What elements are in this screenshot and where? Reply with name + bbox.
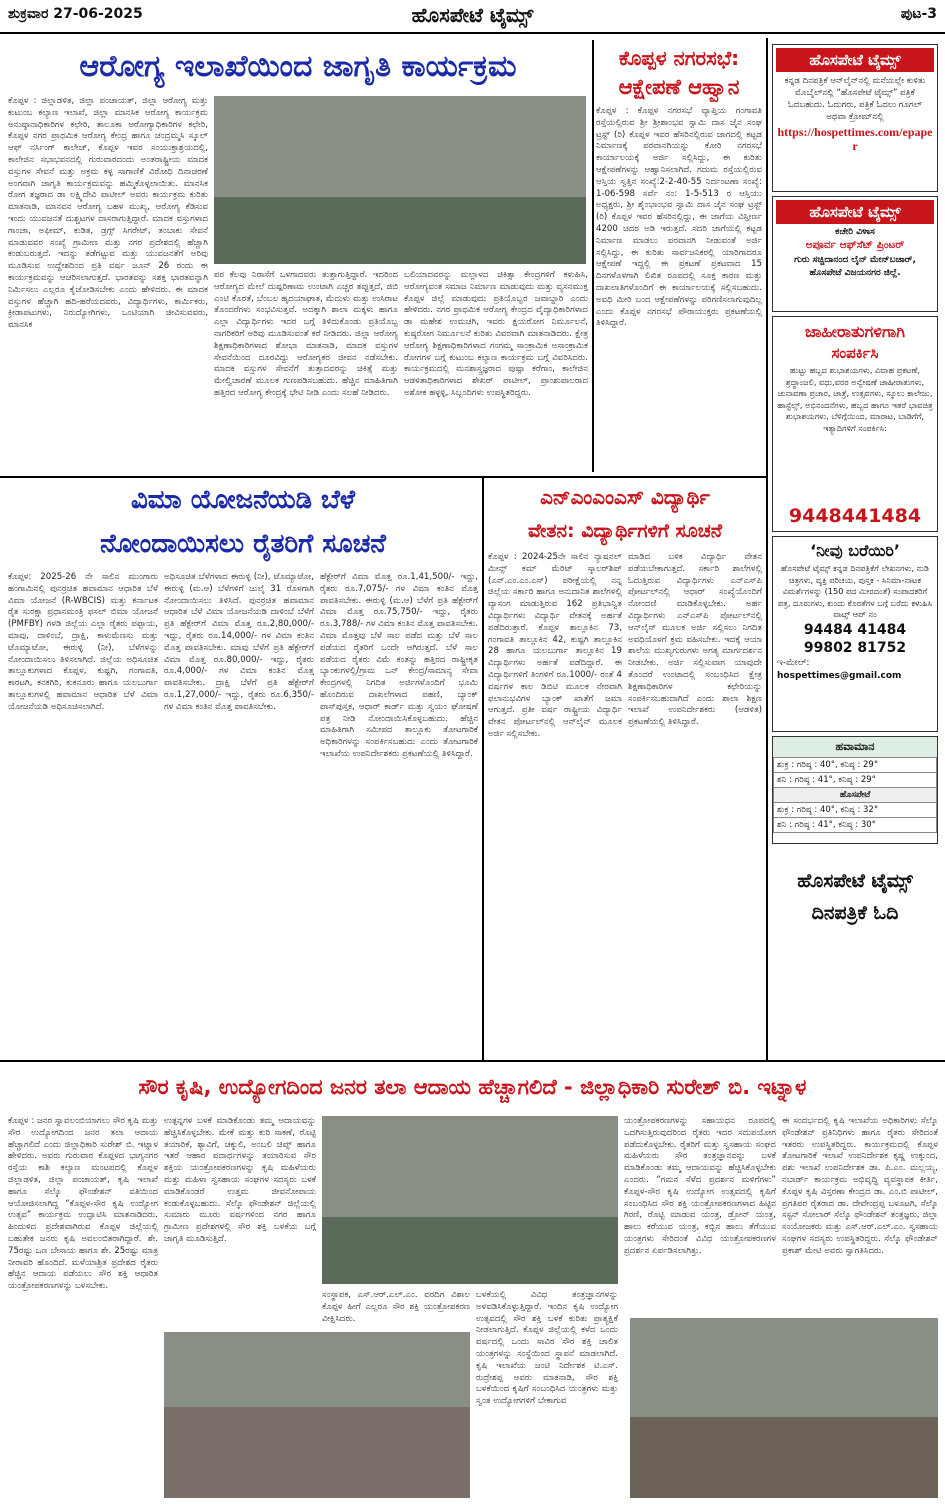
promo2-title: ಹೊಸಪೇಟೆ ಟೈಮ್ಸ್ [776,200,934,224]
office-label: ಕಚೇರಿ ವಿಳಾಸ [835,227,875,237]
write-phone-2[interactable]: 99802 81752 [803,639,907,656]
story3-col2: ಅಧಿಸೂಚಿತ ಬೆಳೆಗಳಾದ ಈರುಳ್ಳಿ (ನೀ), ಟೊಮ್ಯಾಟೋ, ಈರುಳ್ಳಿ (ಮ.ಆ) ಬೆಳೆಗಳಿಗೆ ಜುಲೈ 31 ರೊಳಗಾಗಿ ನೋಂದಾಯಿಸಲು ತಿಳಿಸಿದೆ. ಪುನರ್ರಚಿತ ಹವಾಮಾನ ಆಧಾರಿತ ಬೆಳೆ ವಿಮಾ ಯೋಜನೆಯಡಿ ದಾಳಿಂಬೆ ಬೆಳೆಗೆ ಪ್ರತಿ ಹೆಕ್ಟೇರ್‌ಗೆ ವಿಮಾ ಮೊತ್ತ ರೂ.2,80,000/- ಇದ್ದು, ರೈತರು ರೂ.14,000/- ಗಳ ವಿಮಾ ಕಂತಿನ ಮೊತ್ತ ಪಾವತಿಸಬೇಕು. ಮಾವು ಬೆಳೆಗೆ ಪ್ರತಿ ಹೆಕ್ಟೇರ್‌ಗೆ ವಿಮಾ ಮೊತ್ತ ರೂ.80,000/- ಇದ್ದು, ರೈತರು ರೂ.4,000/- ಗಳ ವಿಮಾ ಕಂತಿನ ಮೊತ್ತ ಪಾವತಿಸಬೇಕು. ದ್ರಾಕ್ಷಿ ಬೆಳೆಗೆ ಪ್ರತಿ ಹೆಕ್ಟೇರ್‌ಗೆ ರೂ.1,27,000/- ಇದ್ದು, ರೈತರು ರೂ.6,350/- ಗಳ ವಿಮಾ ಕಂತಿನ ಮೊತ್ತ ಪಾವತಿಸಬೇಕು. [164,572,314,712]
story5-photo-audience [164,1332,470,1498]
story3-headline-2: ನೋಂದಾಯಿಸಲು ರೈತರಿಗೆ ಸೂಚನೆ [100,529,386,559]
story3-col1: ಕೊಪ್ಪಳ: 2025-26 ನೇ ಸಾಲಿನ ಮುಂಗಾರು ಹಂಗಾಮಿನಲ್ಲಿ ಪುನರ್ರಚಿತ ಹವಾಮಾನ ಆಧಾರಿತ ಬೆಳೆ ವಿಮಾ ಯೋಜನೆ (R-WBCIS) ಮತ್ತು ಕರ್ನಾಟಕ ರೈತ ಸುರಕ್ಷಾ ಪ್ರಧಾನಮಂತ್ರಿ ಫಸಲ್ ಬಿಮಾ ಯೋಜನೆ (PMFBY) ಗಳಡಿ ಜಿಲ್ಲೆಯ ಎಲ್ಲಾ ರೈತರು ಪಪ್ಪಾಯ, ಮಾವು, ದಾಳಿಂಬೆ, ದ್ರಾಕ್ಷಿ, ಕಾಳುಮೆಣಸು ಮತ್ತು ಟೊಮ್ಯಾಟೋ, ಈರುಳ್ಳಿ (ನೀ), ಬೆಳೆಗಳನ್ನು ನೋಂದಾಯಿಸಲು ತಿಳಿಸಲಾಗಿದೆ. ಜಿಲ್ಲೆಯ ಅಧಿಸೂಚಿತ ತಾಲ್ಲೂಕುಗಳಾದ ಕೊಪ್ಪಳ, ಕುಷ್ಟಗಿ, ಗಂಗಾವತಿ, ಕಾರಟಗಿ, ಕನಕಗಿರಿ, ಕುಕನೂರು ಹಾಗೂ ಯಲಬುರ್ಗಾ ತಾಲ್ಲೂಕುಗಳಲ್ಲಿ ಹವಾಮಾನ ಆಧಾರಿತ ಬೆಳೆ ವಿಮಾ ಯೋಜನೆಯಡಿ ಅಧಿಸೂಚಿಸಲಾಗಿದೆ. [8,572,158,712]
story5-photo-ribbon [322,1116,618,1284]
epaper-link[interactable]: https://hospettimes.com/epaper [777,125,933,153]
read-promo-2: ದಿನಪತ್ರಿಕೆ ಓದಿ [811,902,899,924]
story2-body: ಕೊಪ್ಪಳ : ಕೊಪ್ಪಳ ನಗರಸಭೆ ವ್ಯಾಪ್ತಿಯ ಗಂಗಾವತಿ ರಸ್ತೆಯಲ್ಲಿರುವ ಶ್ರೀ ಶ್ರೀಶಾಂಭವ ಸ್ವಾಮಿ ದಾಸ ಜೈನ ಸಂಘ ಟ್ರಸ್ಟ್ (ರಿ) ಕೊಪ್ಪಳ ಇವರ ಹೆಸರಿನಲ್ಲಿರುವ ಜಾಗದಲ್ಲಿ ಕಟ್ಟಡ ನಿರ್ಮಾಣಕ್ಕೆ ಪರವಾನಗಿಯನ್ನು ಕೋರಿ ನಗರಸಭೆ ಕಾರ್ಯಾಲಯಕ್ಕೆ ಅರ್ಜಿ ಸಲ್ಲಿಸಿದ್ದು, ಈ ಕುರಿತು ಆಕ್ಷೇಪಣೆಗಳನ್ನು ಆಹ್ವಾನಿಸಲಾಗಿದೆ. ಗದುಮ ರಸ್ತೆಯಲ್ಲಿರುವ ಆಸ್ತಿಯ ಸ್ವತ್ತಿನ ಸಂಖ್ಯೆ:2-2-40-55 ನಿರ್ದಂಟಣಾ ಸಂಖ್ಯೆ: 1-06-598 ಸರ್ವೆ ನಂ: 1-5-513 ರ ಆಸ್ತಿಯು ಅಧ್ಯಕ್ಷರು, ಶ್ರೀ ಶೈಂಭಾಂಭವ ಸ್ವಾಮಿ ದಾಸ ಜೈನ ಸಂಘ ಟ್ರಸ್ಟ್ (ರಿ) ಕೊಪ್ಪಳ ಇವರ ಹೆಸರಿನಲ್ಲಿದ್ದು, ಈ ಜಾಗೆಯ ವಿಸ್ತೀರ್ಣ 4200 ಚದರ ಅಡಿ ಇರುತ್ತದೆ. ಸದರಿ ಜಾಗೆಯಲ್ಲಿ ಕಟ್ಟಡ ನಿರ್ಮಾಣ ಮಾಡಲು ಪರವಾನಗಿ ನೀಡುವಂತೆ ಅರ್ಜಿ ಸಲ್ಲಿಸಿದ್ದು, ಈ ಕುರಿತು ಸಾರ್ವಜನಿಕರಲ್ಲಿ ಯಾರಿಗಾದರೂ ಆಕ್ಷೇಪಣೆ ಇದ್ದಲ್ಲಿ ಈ ಪ್ರಕಟಣೆ ಪ್ರಕಟವಾದ 15 ದಿನಗಳೊಳಗಾಗಿ ಲಿಖಿತ ರೂಪದಲ್ಲಿ ಸೂಕ್ತ ಕಾರಣ ಮತ್ತು ದಾಖಲಾತಿಗಳೊಂದಿಗೆ ಈ ಕಾರ್ಯಾಲಯಕ್ಕೆ ಸಲ್ಲಿಸಬಹುದು. ಅವಧಿ ಮೀರಿ ಬಂದ ಆಕ್ಷೇಪಣೆಗಳನ್ನು ಪರಿಗಣಿಸಲಾಗುವುದಿಲ್ಲ ಎಂದು ಕೊಪ್ಪಳ ನಗರಸಭೆ ಪೌರಾಯುಕ್ತರು ಪ್ರಕಟಣೆಯಲ್ಲಿ ತಿಳಿಸಿದ್ದಾರೆ. [596,106,762,329]
story5-col1: ಕೊಪ್ಪಳ : ಜನರ ಸ್ವಾವಲಂಬಿಯಾಗಲು ಸೌರ ಕೃಷಿ ಮತ್ತು ಸೌರ ಉದ್ಯೋಗದಿಂದ ಜನರ ತಲಾ ಆದಾಯ ಹೆಚ್ಚಾಗಲಿದೆ ಎಂದು ಜಿಲ್ಲಾಧಿಕಾರಿ ಸುರೇಶ್ ಬಿ. ಇಟ್ನಾಳ ಹೇಳಿದರು. ಅವರು ಗುರುವಾರ ಕೊಪ್ಪಳದ ಭಾಗ್ಯನಗರ ರಸ್ತೆಯ ಕಾಶಿ ಕಲ್ಯಾಣ ಮಂಟಪದಲ್ಲಿ ಕೊಪ್ಪಳ ಜಿಲ್ಲಾಡಳಿತ, ಜಿಲ್ಲಾ ಪಂಚಾಯತ್, ಕೃಷಿ ಇಲಾಖೆ ಹಾಗೂ ಸೆಲ್ಕೊ ಫೌಂಡೇಶನ್ ವತಿಯಿಂದ ಆಯೋಜಿಸಲಾಗಿದ್ದ “ಕೊಪ್ಪಳ-ಸೌರ ಕೃಷಿ ಉದ್ಯೋಗ ಉತ್ಸವ” ಕಾರ್ಯಕ್ರಮ ಉದ್ಘಾಟಿಸಿ ಮಾತನಾಡಿದರು. ಹಿಂದುಳಿದ ಪ್ರದೇಶವಾಗಿರುವ ಕೊಪ್ಪಳ ಜಿಲ್ಲೆಯಲ್ಲಿ ಬಹುತೇಕ ಜನರು ಕೃಷಿ ಅವಲಂಬಿತರಾಗಿದ್ದಾರೆ. ಶೇ. 75ರಷ್ಟು ಒಣ ಬೇಸಾಯ ಹಾಗೂ ಶೇ. 25ರಷ್ಟು ಮಾತ್ರ ನೀರಾವರಿ ಹೊಂದಿದೆ. ಮಳೆಯಾಶ್ರಿತ ಪ್ರದೇಶದ ರೈತರು ಹೆಚ್ಚಿನ ಆದಾಯ ಪಡೆಯಲು ಸೌರ ಶಕ್ತಿ ಆಧಾರಿತ ಯಂತ್ರೋಪಕರಣಗಳನ್ನು ಬಳಸಬೇಕು. [8,1116,158,1292]
story1-headline: ಆರೋಗ್ಯ ಇಲಾಖೆಯಿಂದ ಜಾಗೃತಿ ಕಾರ್ಯಕ್ರಮ [79,49,517,84]
story5-col3b: ಬಳಕೆಯಲ್ಲಿ ವಿವಿಧ ತಂತ್ರಜ್ಞಾನಗಳನ್ನು ಅಳವಡಿಸಿಕೊಳ್ಳುತ್ತಿದ್ದಾರೆ. ಇಂದಿನ ಕೃಷಿ ಉದ್ಯೋಗ ಉತ್ಸವದಲ್ಲಿ ಸೌರ ಶಕ್ತಿ ಬಳಕೆ ಕುರಿತು ಪ್ರಾತ್ಯಕ್ಷಿಕೆ ನೀಡಲಾಗುತ್ತಿದೆ. ಕೊಪ್ಪಳ ಜಿಲ್ಲೆಯಲ್ಲಿ ಕಳೆದ ಒಂದು ವರ್ಷದಲ್ಲಿ ಒಂದು ಸಾವಿರ ಸೌರ ಶಕ್ತಿ ಚಾಲಿತ ಯಂತ್ರಗಳನ್ನು ಸಂಸ್ಥೆಯಿಂದ ಸ್ಥಾಪನೆ ಮಾಡಲಾಗಿದೆ. ಕೃಷಿ ಇಲಾಖೆಯ ಜಂಟಿ ನಿರ್ದೇಶಕ ಟಿ.ಎಸ್. ರುದ್ರೇಶಪ್ಪ ಅವರು ಮಾತನಾಡಿ, ಸೌರ ಶಕ್ತಿ ಬಳಕೆಯಿಂದ ಕೃಷಿಗೆ ಸಂಬಂಧಿಸಿದ ಯಂತ್ರಗಳು ಮತ್ತು ಸ್ವಂತ ಉದ್ಯೋಗಗಳಿಗೆ ಬೇಕಾಗುವ [476,1290,618,1407]
story1-col2: ಪರ ಕೆಲವು ನಿರಾಸೆಗೆ ಒಳಗಾದವರು ತುತ್ತಾಗುತ್ತಿದ್ದಾರೆ. ಇದರಿಂದ ಆರೋಗ್ಯದ ಮೇಲೆ ದುಷ್ಪರಿಣಾಮ ಉಂಟಾಗಿ ಎಚ್ಚರ ತಪ್ಪುತ್ತದೆ, ಜಿಬಿ ಎಂಟಿ ಕೊರತೆ, ಬೆಂಬಲ ಹೃದಯಾಘಾತ, ಮೆದುಳು ಮತ್ತು ಉಸಿರಾಟ ತೊಂದರೆಗಳು ಸಂಭವಿಸುತ್ತವೆ. ಅದಕ್ಕಾಗಿ ಶಾಲಾ ಮಕ್ಕಳು ಹಾಗೂ ಎಲ್ಲಾ ವಿದ್ಯಾರ್ಥಿಗಳು ಇದರ ಬಗ್ಗೆ ತಿಳಿದುಕೊಂಡು ಪ್ರತಿಯೊಬ್ಬ ನಾಗರಿಕರಿಗೆ ಅರಿವು ಮೂಡಿಸುವಂತೆ ಕರೆ ನೀಡಿದರು. ಜಿಲ್ಲಾ ಆರೋಗ್ಯ ಶಿಕ್ಷಣಾಧಿಕಾರಿಗಳಾದ ಶೋಭಾ ಮಾತನಾಡಿ, ಮಾದಕ ವಸ್ತುಗಳ ಸೇವನೆಯಿಂದ ದೂರವಿದ್ದು ಆರೋಗ್ಯಕರ ಜೀವನ ನಡೆಸಬೇಕು. ಮಾದಕ ವಸ್ತುಗಳ ಸೇವನೆಗೆ ತುತ್ತಾದವರನ್ನು ಚಿಕಿತ್ಸೆ ಮತ್ತು ಮೇಲ್ವಿಚಾರಣೆ ಮೂಲಕ ಗುಣಪಡಿಸಬಹುದು. ಹೆಚ್ಚಿನ ಮಾಹಿತಿಗಾಗಿ ಹತ್ತಿರದ ಆರೋಗ್ಯ ಕೇಂದ್ರಕ್ಕೆ ಭೇಟಿ ನೀಡಿ ಎಂದು ಸಲಹೆ ನೀಡಿದರು. [214,270,398,398]
weather-row: ಶನಿ : ಗರಿಷ್ಠ : 41°, ಕನಿಷ್ಠ : 30° [774,818,937,833]
read-promo-1: ಹೊಸಪೇಟೆ ಟೈಮ್ಸ್ [797,870,913,892]
ads-phone[interactable]: 9448441484 [788,505,922,527]
story4-headline-1: ಎನ್‌ಎಂಎಂಎಸ್ ವಿದ್ಯಾರ್ಥಿ [540,485,710,509]
email-label: ಇ-ಮೇಲ್: [777,657,810,668]
email-address[interactable]: hospettimes@gmail.com [777,670,902,681]
page-number: ಪುಟ-3 [900,6,937,22]
write-to-us [772,536,938,732]
promo1-title: ಹೊಸಪೇಟೆ ಟೈಮ್ಸ್ [776,48,934,72]
story1-col3: ಬಲಿಯಾದವರನ್ನು ಮಲ್ಲಾಳದ ಚಿಕಿತ್ಸಾ ಕೇಂದ್ರಗಳಿಗೆ ಕಳುಹಿಸಿ, ಆರೋಗ್ಯವಂತ ಸಮಾಜ ನಿರ್ಮಾಣ ಮಾಡುವುದು ಮತ್ತು ವ್ಯಸನಮುಕ್ತ ಕೊಪ್ಪಳ ಜಿಲ್ಲೆ ಮಾಡುವುದು ಪ್ರತಿಯೊಬ್ಬರ ಜವಾಬ್ದಾರಿ ಎಂದು ಹೇಳಿದರು. ನಗರ ಪ್ರಾಥಮಿಕ ಆರೋಗ್ಯ ಕೇಂದ್ರದ ವೈದ್ಯಾಧಿಕಾರಿಗಳಾದ ಡಾ ಮಹೇಶ ಉಮಚಗಿ, ಇವರು ಕ್ಷಯರೋಗ ನಿರ್ಮೂಲನೆ, ಕುಷ್ಠರೋಗ ನಿರ್ಮೂಲನೆ ಕುರಿತು ವಿವರವಾಗಿ ಮಾತನಾಡಿದರು. ಕ್ಷೇತ್ರ ಆರೋಗ್ಯ ಶಿಕ್ಷಣಾಧಿಕಾರಿಗಳಾದ ಗಂಗಮ್ಮ ಸಾಂಕ್ರಾಮಿಕ ಅಸಾಂಕ್ರಾಮಿಕ ರೋಗಗಳ ಬಗ್ಗೆ ಕುಟುಂಬ ಕಲ್ಯಾಣ ಕಾರ್ಯಕ್ರಮ ಬಗ್ಗೆ ವಿವರಿಸಿದರು. ಕಾರ್ಯಕ್ರಮದಲ್ಲಿ ಮನಶಾಸ್ತ್ರಜ್ಞರಾದ ಪುಷ್ಪಾ ಕರೆಗಾಂ, ಕಾಲೇಜಿನ ಆಡಳಿತಾಧಿಕಾರಿಗಳಾದ ಶೇಖರ್ ಪಾಟೀಲ್, ಪ್ರಾಂಶುಪಾಲರಾದ ಅಶೋಕ ಹಳ್ಳಳ್ಳಿ, ಸಿಬ್ಬಂದಿಗಳು ಉಪಸ್ಥಿತರಿದ್ದರು. [404,270,588,398]
masthead: ಹೊಸಪೇಟೆ ಟೈಮ್ಸ್ [411,3,534,27]
story5-col3: ಯಂತ್ರೋಪಕರಣಗಳನ್ನು ಸಹಾಯಧನ ರೂಪದಲ್ಲಿ ಒದಗಿಸುತ್ತಿರುವುದರಿಂದ ರೈತರು ಇದರ ಸದುಪಯೋಗ ಪಡೆದುಕೊಳ್ಳಬೇಕು. ರೈತರಿಗೆ ಮತ್ತು ಸ್ವಸಹಾಯ ಸಂಘದ ಮಹಿಳೆಯರು ಸೌರ ತಂತ್ರಜ್ಞಾನವನ್ನು ಬಳಕೆ ಮಾಡಿಕೊಂಡು ತಮ್ಮ ಆದಾಯವನ್ನು ಹೆಚ್ಚಿಸಿಕೊಳ್ಳಬೇಕು ಎಂದರು. “ಗಮನ ಸೆಳೆದ ಪ್ರದರ್ಶನ ಮಳಿಗೆಗಳು” ಕೊಪ್ಪಳ-ಸೌರ ಕೃಷಿ ಉದ್ಯೋಗ ಉತ್ಸವದಲ್ಲಿ ಕೃಷಿಗೆ ಸಂಬಂಧಿಸಿದ ಸೌರ ಶಕ್ತಿ ಯಂತ್ರೋಪಕರಣಗಳಾದ ಹಿಟ್ಟಿನ ಗಿರಣಿ, ರೊಟ್ಟಿ ಮಾಡುವ ಯಂತ್ರ, ಡ್ರೋನ್ ಯಂತ್ರ, ಹಾಲು ಕರೆಯುವ ಯಂತ್ರ, ಕಬ್ಬಿನ ಹಾಲು ತೆಗೆಯುವ ಯಂತ್ರಗಳು ಸೇರಿದಂತೆ ವಿವಿಧ ಯಂತ್ರೋಪಕರಣಗಳ ಪ್ರದರ್ಶನ ಏರ್ಪಡಿಸಲಾಗಿತ್ತು. [624,1116,776,1256]
issue-date: ಶುಕ್ರವಾರ 27-06-2025 [8,6,143,22]
story5-headline: ಸೌರ ಕೃಷಿ, ಉದ್ಯೋಗದಿಂದ ಜನರ ತಲಾ ಆದಾಯ ಹೆಚ್ಚಾಗಲಿದೆ - ಜಿಲ್ಲಾಧಿಕಾರಿ ಸುರೇಶ್ ಬಿ. ಇಟ್ನಾಳ [138,1075,807,1099]
ads-text: ಹುಟ್ಟು ಹಬ್ಬದ ಶುಭಾಶಯಗಳು, ವಿವಾಹ ಪ್ರಕಟಣೆ, ಶ್ರದ್ಧಾಂಜಲಿ, ವಧು,ವರರ ಅನ್ವೇಷಣೆ ಜಾಹೀರಾತುಗಳು, ಚುನಾವಣಾ ಪ್ರಚಾರ, ಜಾತ್ರೆ, ಉತ್ಸವಗಳು, ಸ್ಕೂಲು ಕಾಲೇಜು, ಹಾಸ್ಟೆಲ್ಸ್, ಅಭಿನಂದನೆಗಳು, ಹಬ್ಬದ ಹಾಗೂ ಇತರೆ ಭಾವಚಿತ್ರ ಶುಭಾಶಯಗಳು, ಬೆಳಿಗ್ಗೆಯಿಂದ, ಮಾರಾಟ, ಬಾಡಿಗೆಗೆ, ಇತ್ಯಾದಿಗಳಿಗೆ ಸಂಪರ್ಕಿಸಿ: [777,365,933,433]
weather-row: ಶುಕ್ರ : ಗರಿಷ್ಠ : 40°, ಕನಿಷ್ಠ : 32° [774,803,937,818]
story5-photo-exhibit [630,1318,938,1498]
story1-col1: ಕೊಪ್ಪಳ : ಜಿಲ್ಲಾಡಳಿತ, ಜಿಲ್ಲಾ ಪಂಚಾಯತ್, ಜಿಲ್ಲಾ ಆರೋಗ್ಯ ಮತ್ತು ಕುಟುಂಬ ಕಲ್ಯಾಣ ಇಲಾಖೆ, ಜಿಲ್ಲಾ ಮಾನಸಿಕ ಆರೋಗ್ಯ ಕಾರ್ಯಕ್ರಮ ಅನುಷ್ಠಾನಾಧಿಕಾರಿಗಳ ಕಛೇರಿ, ತಾಲೂಕಾ ಆರೋಗ್ಯಾಧಿಕಾರಿಗಳ ಕಛೇರಿ, ಕೊಪ್ಪಳ ನಗರ ಪ್ರಾಥಮಿಕ ಆರೋಗ್ಯ ಕೇಂದ್ರ ಹಾಗೂ ಚಂದ್ರಮ್ಮಸಿ ಸ್ಕೂಲ್ ಆಫ್ ನರ್ಸಿಂಗ್ ಕಾಲೇಜ್, ಕೊಪ್ಪಳ ಇವರ ಸಂಯುಕ್ತಾಶ್ರಯದಲ್ಲಿ, ಕಾಲೇಜಿನ ಸಭಾಭವನದಲ್ಲಿ ಗುರುವಾರದಂದು ಅಂತರಾಷ್ಟ್ರೀಯ ಮಾದಕ ವಸ್ತುಗಳ ಸೇವನೆ ಮತ್ತು ಅಕ್ರಮ ಕಳ್ಳ ಸಾಗಾಣಿಕೆ ವಿರೋಧಿ ದಿನಾಚರಣೆ ಅಂಗವಾಗಿ ಜಾಗೃತಿ ಕಾರ್ಯಕ್ರಮವನ್ನು ಹಮ್ಮಿಕೊಳ್ಳಲಾಯಿತು. ಮಾನಸಿಕ ರೋಗ ತಜ್ಞರಾದ ಡಾ ಲಕ್ಷ್ಮಿದೇವಿ ಪಾಟೀಲ್ ಅವರು ಕಾರ್ಯಕ್ರಮ ಕುರಿತು ಮಾತನಾಡಿ, ಮಾನವನ ಆರೋಗ್ಯ ಬಹಳ ಮುಖ್ಯ, ಆರೋಗ್ಯ ಕೆಡಿಸುವ ಇಂದು ಯುವಜನತೆ ದುಶ್ಚಟಗಳ ದಾಸರಾಗುತ್ತಿದ್ದಾರೆ. ಮಾದಕ ವಸ್ತುಗಳಾದ ಗಾಂಜಾ, ಅಫೀಮ್, ಕುಡಿತ, ಡ್ರಗ್ಸ್ ಸಿಗರೇಟ್, ತಂಬಾಕು ಸೇವನೆ ಮಾಡುವವರ ಸಂಖ್ಯೆ ಗ್ರಾಮೀಣ ಮತ್ತು ನಗರ ಪ್ರದೇಶದಲ್ಲಿ ಹೆಚ್ಚಾಗಿ ಕಂಡುಬರುತ್ತದೆ. ಇದನ್ನು ತಡೆಗಟ್ಟುವ ಮತ್ತು ಯುವಜನತೆಗೆ ಅರಿವು ಮೂಡಿಸುವ ಉದ್ದೇಶದಿಂದ ಪ್ರತಿ ವರ್ಷ ಜೂನ್ 26 ರಂದು ಈ ಕಾರ್ಯಕ್ರಮವನ್ನು ಆಚರಿಸಲಾಗುತ್ತದೆ. ಭಾರತವನ್ನು ಸಶಕ್ತ ಭಾರತವನ್ನಾಗಿ ನಿರ್ಮಿಸಲು ಎಲ್ಲರೂ ಕೈಜೋಡಿಸಬೇಕು ಎಂದು ಹೇಳಿದರು. ಈ ಮಾದಕ ವಸ್ತುಗಳ ಹೆಚ್ಚಾಗಿ ಹದಿ-ಹರೆಯದವರು, ವಿದ್ಯಾರ್ಥಿಗಳು, ಕಾರ್ಮಿಕರು, ಕ್ರೀಡಾಪಟುಗಳು, ನಿರುದ್ಯೋಗಿಗಳು, ಒಂಟಿಯಾಗಿ ಜೀವಿಸುವವರು, ಮಾನಸಿಕ [8,96,208,331]
story5-col2: ಉತ್ಪನ್ನಗಳ ಬಳಕೆ ಮಾಡಿಕೊಂಡು ತಮ್ಮ ಆದಾಯವನ್ನು ಹೆಚ್ಚಿಸಿಕೊಳ್ಳಬೇಕು. ಮೇಕೆ ಮತ್ತು ಕುರಿ ಸಾಕಣೆ, ರೊಟ್ಟಿ ತಯಾರಿಕೆ, ಶ್ಯಾವಿಗೆ, ಚಕ್ಕುಲಿ, ಅಂಬಲಿ ಚಿಪ್ಸ್ ಹಾಗೂ ಇತರೆ ಆಹಾರ ಪದಾರ್ಥಗಳನ್ನು ತಯಾರಿಸುವ ಸೌರ ಶಕ್ತಿಯ ಯಂತ್ರೋಪಕರಣಗಳನ್ನು ಕೃಷಿ ಮಹಿಳೆಯರು ಮತ್ತು ಮಹಿಳಾ ಸ್ವಸಹಾಯ ಸಂಘಗಳ ಸದಸ್ಯರು ಬಳಕೆ ಮಾಡಿಕೊಂಡರೆ ಉತ್ತಮ ಜೀವನೋಪಾಯ ಕಂಡುಕೊಳ್ಳಬಹುದು. ಸೆಲ್ಕೊ ಫೌಂಡೇಶನ್ ಜಿಲ್ಲೆಯಲ್ಲಿ ಸುಮಾರು ಮೂರು ವರ್ಷಗಳಿಂದ ನಗರ ಹಾಗೂ ಗ್ರಾಮೀಣ ಪ್ರದೇಶಗಳಲ್ಲಿ ಸೌರ ಶಕ್ತಿ ಬಳಕೆಯ ಬಗ್ಗೆ ಜಾಗೃತಿ ಮೂಡಿಸುತ್ತಿದೆ. [164,1116,316,1244]
page-header [0,0,945,34]
weather-title: ಹವಾಮಾನ [773,737,937,757]
story2-headline-2: ಆಕ್ಷೇಪಣೆ ಆಹ್ವಾನ [618,75,740,99]
story4-headline-2: ವೇತನ: ವಿದ್ಯಾರ್ಥಿಗಳಿಗೆ ಸೂಚನೆ [527,520,723,542]
story4-col1: ಕೊಪ್ಪಳ : 2024-25ನೇ ಸಾಲಿನ ನ್ಯಾಷನಲ್ ಮೀನ್ಸ್ ಕಮ್ ಮೆರಿಟ್ ಸ್ಕಾಲರ್‌ಶಿಪ್ (ಎನ್.ಎಂ.ಎಂ.ಎಸ್) ಪರೀಕ್ಷೆಯಲ್ಲಿ ನನ್ನ ಜಿಲ್ಲೆಯ ಸರ್ಕಾರಿ ಹಾಗೂ ಅನುದಾನಿತ ಶಾಲೆಗಳಲ್ಲಿ ವ್ಯಾಸಂಗ ಮಾಡುತ್ತಿರುವ 162 ಪ್ರತಿಭಾನ್ವಿತ ವಿದ್ಯಾರ್ಥಿಗಳು ವಿದ್ಯಾರ್ಥಿ ವೇತನಕ್ಕೆ ಅರ್ಹತೆ ಪಡೆದಿರುತ್ತಾರೆ. ಕೊಪ್ಪಳ ತಾಲ್ಲೂಕಿನ 73, ಗಂಗಾವತಿ ತಾಲ್ಲೂಕಿನ 42, ಕುಷ್ಟಗಿ ತಾಲ್ಲೂಕಿನ 28 ಹಾಗೂ ಯಲಬುರ್ಗಾ ತಾಲ್ಲೂಕಿನ 19 ವಿದ್ಯಾರ್ಥಿಗಳು ಅರ್ಹತೆ ಪಡೆದಿದ್ದಾರೆ. ಈ ವಿದ್ಯಾರ್ಥಿಗಳಿಗೆ ತಿಂಗಳಿಗೆ ರೂ.1000/- ರಂತೆ 4 ವರ್ಷಗಳ ಕಾಲ ಡಿಬಿಟಿ ಮೂಲಕ ನೇರವಾಗಿ ಫಲಾನುಭವಿಗಳ ಬ್ಯಾಂಕ್ ಖಾತೆಗೆ ಜಮಾ ಆಗುತ್ತದೆ. ಪ್ರತೀ ವರ್ಷ ರಾಷ್ಟ್ರೀಯ ವಿದ್ಯಾರ್ಥಿ ವೇತನ ಪೋರ್ಟಲ್‌ನಲ್ಲಿ ಆನ್‌ಲೈನ್ ಮೂಲಕ ಅರ್ಜಿ ಸಲ್ಲಿಸಬೇಕು. [488,552,622,739]
ads-title-2: ಸಂಪರ್ಕಿಸಿ [831,344,879,362]
promo-office [772,196,938,312]
ads-title-1: ಜಾಹೀರಾತುಗಳಿಗಾಗಿ [804,322,906,341]
write-text: ಹೊಸಪೇಟೆ ಟೈಮ್ಸ್ ಕನ್ನಡ ದಿನಪತ್ರಿಕೆಗೆ ಲೇಖನಗಳು, ನುಡಿ ಚಿತ್ರಗಳು, ವ್ಯಕ್ತಿ ಪರಿಚಯ, ಪುಸ್ತಕ - ಸಿನಿಮಾ-ನಾಟಕ ವಿಮರ್ಶೆಗಳನ್ನು (150 ಪದ ಮೀರದಂತೆ) ಸಂಪಾದಕರಿಗೆ ಪತ್ರ, ದೂರುಗಳು, ಕುಂದು ಕೊರತೆಗಳ ಬಗ್ಗೆ ಬರೆದು ಕಳುಹಿಸಿ ವಾಟ್ಸ್ ಆಪ್ ನಂ [777,563,933,620]
story3-col3: ಹೆಕ್ಟೇರ್‌ಗೆ ವಿಮಾ ಮೊತ್ತ ರೂ.1,41,500/- ಇದ್ದು, ರೈತರು ರೂ.7,075/- ಗಳ ವಿಮಾ ಕಂತಿನ ಮೊತ್ತ ಪಾವತಿಸಬೇಕು. ಈರುಳ್ಳಿ (ಮ.ಆ) ಬೆಳೆಗೆ ಪ್ರತಿ ಹೆಕ್ಟೇರ್‌ಗೆ ವಿಮಾ ಮೊತ್ತ ರೂ.75,750/- ಇದ್ದು, ರೈತರು ರೂ.3,788/- ಗಳ ವಿಮಾ ಕಂತಿನ ಮೊತ್ತ ಪಾವತಿಸಬೇಕು. ವಿಮಾ ಮೊತ್ತವು ಬೆಳೆ ಸಾಲ ಪಡೆದ ಮತ್ತು ಬೆಳೆ ಸಾಲ ಪಡೆಯದ ರೈತರಿಗೆ ಒಂದೇ ಆಗಿರುತ್ತದೆ. ಬೆಳೆ ಸಾಲ ಪಡೆಯದ ರೈತರು ವಿಮೆ ಕಂತನ್ನು ಹತ್ತಿರದ ರಾಷ್ಟ್ರೀಕೃತ ಬ್ಯಾಂಕುಗಳಲ್ಲಿ/ಗ್ರಾಮ ಒನ್ ಕೇಂದ್ರ/ಸಾಮಾನ್ಯ ಸೇವಾ ಕೇಂದ್ರಗಳಲ್ಲಿ ನಿಗದಿತ ಅರ್ಜಿಗಳೊಂದಿಗೆ ಭೂಮಿ ಹೊಂದಿರುವ ದಾಖಲೆಗಳಾದ ಪಹಣಿ, ಬ್ಯಾಂಕ್ ಪಾಸ್‌ಪುಸ್ತಕ, ಆಧಾರ್ ಕಾರ್ಡ್ ಮತ್ತು ಸ್ವಯಂ ಘೋಷಣೆ ಪತ್ರ ನೀಡಿ ನೋಂದಾಯಿಸಿಕೊಳ್ಳಬಹುದು. ಹೆಚ್ಚಿನ ಮಾಹಿತಿಗಾಗಿ ಸಮೀಪದ ತಾಲ್ಲೂಕು ತೋಟಗಾರಿಕೆ ಅಧಿಕಾರಿಗಳನ್ನು ಸಂಪರ್ಕಿಸಬಹುದು ಎಂದು ತೋಟಗಾರಿಕೆ ಇಲಾಖೆಯ ಉಪನಿರ್ದೇಶಕರು ಪ್ರಕಟಣೆಯಲ್ಲಿ ತಿಳಿಸಿದ್ದಾರೆ. [320,572,478,759]
story2-headline-1: ಕೊಪ್ಪಳ ನಗರಸಭೆ: [618,46,740,70]
promo-epaper [772,44,938,192]
story5-photo-caption: ಸಂಸ್ಥಾಪಕ, ಎಸ್.ಆರ್.ಎಲ್.ಎಂ. ವರದಿಗ ವಿಶಾಲ ಕೊಪ್ಪಳ ಹೀಗೆ ಎಲ್ಲರೂ ಸೌರ ಶಕ್ತಿ ಯಂತ್ರೋಪಕರಣ ವೀಕ್ಷಿಸಿದರು. [322,1290,470,1324]
weather-box [772,736,938,844]
promo1-text: ಕನ್ನಡ ದಿನಪತ್ರಿಕೆ ಆನ್‌ಲೈನ್‌ನಲ್ಲಿ ಮನೆಯಲ್ಲೇ ಕುಳಿತು ಮೊಬೈಲ್‌ನಲ್ಲಿ “ಹೊಸಪೇಟೆ ಟೈಮ್ಸ್” ಪತ್ರಿಕೆ ಓದಬಹುದು. ಓದುಗರು, ಪತ್ರಿಕೆ ಓದಲು ಗೂಗಲ್ ಅಥವಾ ಕ್ರೋಮ್‌ನಲ್ಲಿ [784,76,926,122]
weather-row: ಶುಕ್ರ : ಗರಿಷ್ಠ : 40°, ಕನಿಷ್ಠ : 29° [774,758,937,773]
ads-contact [772,316,938,532]
weather-row: ಶನಿ : ಗರಿಷ್ಠ : 41°, ಕನಿಷ್ಠ : 29° [774,773,937,788]
story4-col2: ಮಾಡಿದ ಬಳಿಕ ವಿದ್ಯಾರ್ಥಿ ವೇತನ ಪಡೆಯಬೇಕಾಗುತ್ತದೆ. ಸರ್ಕಾರಿ ಶಾಲೆಗಳಲ್ಲಿ ಓದುತ್ತಿರುವ ವಿದ್ಯಾರ್ಥಿಗಳು ಎನ್‌ಎಸ್‌ಪಿ ಪೋರ್ಟಲ್‌ನಲ್ಲಿ ಆಧಾರ್ ಸಂಖ್ಯೆಯೊಂದಿಗೆ ನೋಂದಣಿ ಮಾಡಿಕೊಳ್ಳಬೇಕು. ಅರ್ಹ ವಿದ್ಯಾರ್ಥಿಗಳು ಎನ್‌ಎಸ್‌ಪಿ ಪೋರ್ಟಲ್‌ನಲ್ಲಿ ಆನ್‌ಲೈನ್ ಮೂಲಕ ಅರ್ಜಿ ಸಲ್ಲಿಸಲು ನಿಗದಿತ ಅವಧಿಯೊಳಗೆ ಕ್ರಮ ವಹಿಸಬೇಕು. ಇದಕ್ಕೆ ಆಯಾ ಶಾಲೆಯ ಮುಖ್ಯಗುರುಗಳು ಅಗತ್ಯ ಮಾರ್ಗದರ್ಶನ ನೀಡಬೇಕು. ಅರ್ಜಿ ಸಲ್ಲಿಸುವಾಗ ಯಾವುದೇ ತೊಂದರೆ ಉಂಟಾದಲ್ಲಿ ಸಂಬಂಧಿಸಿದ ಕ್ಷೇತ್ರ ಶಿಕ್ಷಣಾಧಿಕಾರಿಗಳ ಕಛೇರಿಯನ್ನು ಸಂಪರ್ಕಿಸಬಹುದಾಗಿದೆ ಎಂದು ಶಾಲಾ ಶಿಕ್ಷಣ ಇಲಾಖೆ ಉಪನಿರ್ದೇಶಕರು (ಆಡಳಿತ) ಪ್ರಕಟಣೆಯಲ್ಲಿ ತಿಳಿಸಿದ್ದಾರೆ. [628,552,762,728]
story1-photo [214,96,586,264]
story3-headline-1: ವಿಮಾ ಯೋಜನೆಯಡಿ ಬೆಳೆ [130,485,356,515]
write-phone-1[interactable]: 94484 41484 [803,621,907,638]
weather-table [773,757,937,833]
office-address: ಗುರು ಸಚ್ಚಿದಾನಂದ ಲೈನ್ ಮೇನ್‌ಬಜಾರ್, ಹೊಸಪೇಟೆ ವಿಜಯನಗರ ಜಿಲ್ಲೆ. [794,255,916,278]
weather-city: ಹೊಸಪೇಟೆ [774,788,937,803]
printer-name: ಅಪೂರ್ವ ಆಫ್‌ಸೆಟ್ ಪ್ರಿಂಟರ್ [805,239,905,251]
story5-col4: ಈ ಸಂದರ್ಭದಲ್ಲಿ ಕೃಷಿ ಇಲಾಖೆಯ ಅಧಿಕಾರಿಗಳು ಸೆಲ್ಕೊ ಫೌಂಡೇಶನ್ ಪ್ರತಿನಿಧಿಗಳು ಹಾಗೂ ರೈತರು ಸೇರಿದಂತೆ ಇತರರು ಉಪಸ್ಥಿತರಿದ್ದರು. ಕಾರ್ಯಕ್ರಮದಲ್ಲಿ ಕೊಪ್ಪಳ ತೋಟಗಾರಿಕೆ ಇಲಾಖೆ ಉಪನಿರ್ದೇಶಕ ಕೃಷ್ಣ ಉಕ್ಕುಂದ, ಪಶು ಇಲಾಖೆ ಉಪನಿರ್ದೇಶಕ ಡಾ. ಪಿ.ಎಂ. ಮಲ್ಲಯ್ಯ, ನಬಾರ್ಡ್ ಕಾರ್ಯಕ್ರಮ ಅಭಿವೃದ್ಧಿ ವ್ಯವಸ್ಥಾಪಕ ಕೀರ್ತಿ, ಕೊಪ್ಪಳ ಕೃಷಿ ವಿಸ್ತರಣಾ ಕೇಂದ್ರದ ಡಾ. ಎಂ.ಬಿ ಪಾಟೀಲ್, ಪ್ರಗತಿಪರ ರೈತರಾದ ಡಾ. ದೇವೇಂದ್ರಪ್ಪ ಬಳೂಟಗಿ, ಸೆಲ್ಕೊ ಸಸ್ಟನ್ ಸೋಲಾರ್ ಸೆಲ್ಕೊ ಫೌಂಡೇಶನ್ ತಂತ್ರಜ್ಞರು, ಜಿಲ್ಲಾ ಸಂಯೋಜಕರು ಮತ್ತು ಎಸ್.ಆರ್.ಎಲ್.ಎಂ. ಸ್ವಸಹಾಯ ಸಂಘಗಳ ಸದಸ್ಯರು ಉಪಸ್ಥಿತರಿದ್ದರು. ಸೆಲ್ಕೊ ಫೌಂಡೇಶನ್ ಪ್ರಕಾಶ್ ಮೇಟಿ ಅವರು ಸ್ವಾಗತಿಸಿದರು. [782,1116,938,1256]
write-title: ‘ನೀವು ಬರೆಯಿರಿ’ [810,541,900,560]
